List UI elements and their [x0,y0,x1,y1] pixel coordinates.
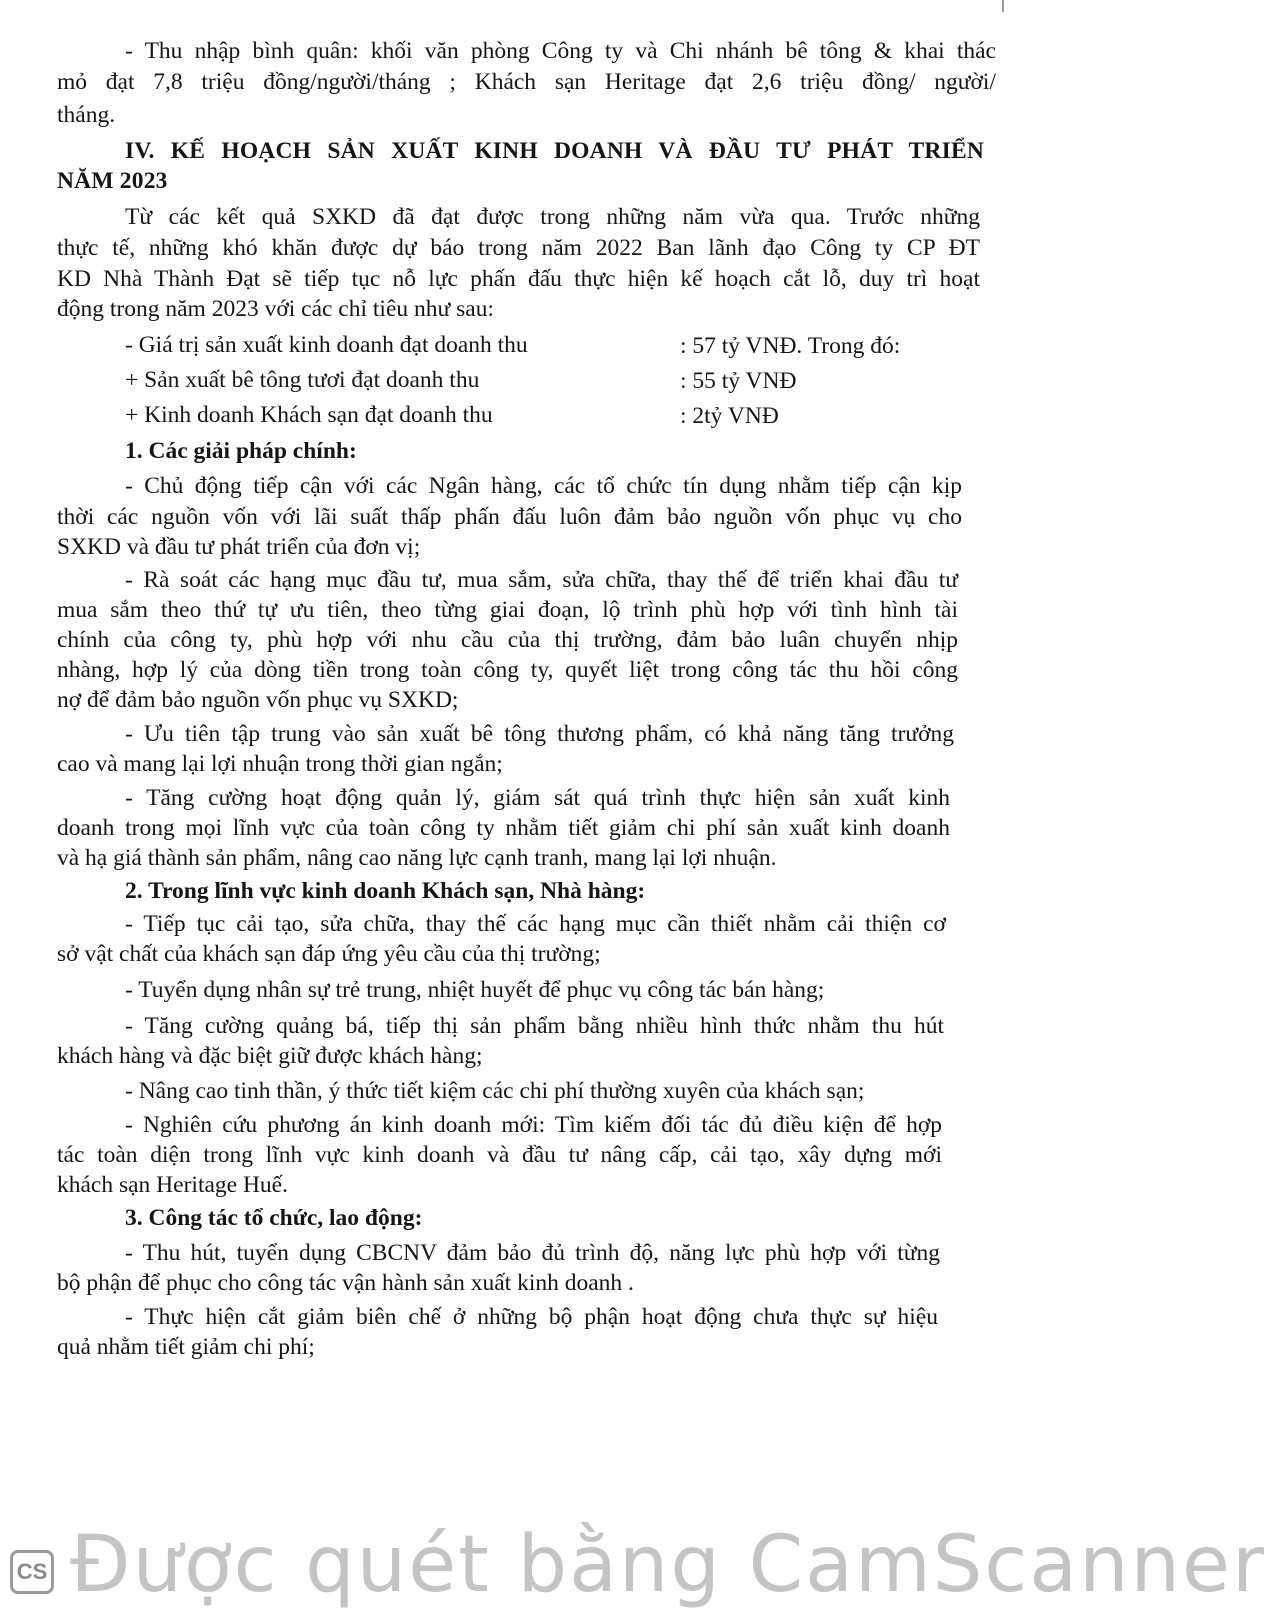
solution-1-line-3: SXKD và đầu tư phát triển của đơn vị; [57,534,421,560]
subheading-main-solutions: 1. Các giải pháp chính: [125,438,357,464]
hotel-5-line-3: khách sạn Heritage Huế. [57,1172,288,1198]
solution-2-line-1: - Rà soát các hạng mục đầu tư, mua sắm, sửa chữa, thay thế để triển khai đầu tư [125,567,958,593]
subheading-organization-labor: 3. Công tác tổ chức, lao động: [125,1205,423,1231]
solution-1-line-2: thời các nguồn vốn với lãi suất thấp phấn đấu luôn đảm bảo nguồn vốn phục vụ cho [57,504,962,530]
labor-2-line-1: - Thực hiện cắt giảm biên chế ở những bộ phận hoạt động chưa thực sự hiệu [125,1304,938,1330]
camscanner-watermark-text: Được quét bằng CamScanner [70,1520,1266,1610]
intro-line-4: động trong năm 2023 với các chỉ tiêu như sau: [57,296,494,322]
hotel-5-line-1: - Nghiên cứu phương án kinh doanh mới: Tìm kiếm đối tác đủ điều kiện để hợp [125,1112,942,1138]
hotel-3-line-2: khách hàng và đặc biệt giữ được khách hàng; [57,1043,483,1069]
solution-2-line-4: nhàng, hợp lý của dòng tiền trong toàn công ty, quyết liệt trong công tác thu hồi công [57,657,958,683]
income-line-2: mỏ đạt 7,8 triệu đồng/người/tháng ; Khách sạn Heritage đạt 2,6 triệu đồng/ người/ [57,69,996,95]
solution-3-line-2: cao và mang lại lợi nhuận trong thời gian ngắn; [57,751,503,777]
scan-edge-mark [1002,0,1004,12]
target-label-revenue: - Giá trị sản xuất kinh doanh đạt doanh thu [125,332,528,358]
hotel-1-line-2: sở vật chất của khách sạn đáp ứng yêu cầu của thị trường; [57,941,601,967]
income-line-3: tháng. [57,102,116,128]
camscanner-logo-icon: CS [10,1550,54,1594]
target-value-revenue: : 57 tỷ VNĐ. Trong đó: [680,333,901,359]
target-label-hotel: + Kinh doanh Khách sạn đạt doanh thu [125,402,493,428]
solution-4-line-1: - Tăng cường hoạt động quản lý, giám sát quá trình thực hiện sản xuất kinh [125,785,950,811]
solution-2-line-3: chính của công ty, phù hợp với nhu cầu của thị trường, đảm bảo luân chuyển nhịp [57,627,958,653]
camscanner-watermark [0,1520,1266,1610]
hotel-3-line-1: - Tăng cường quảng bá, tiếp thị sản phẩm bằng nhiều hình thức nhằm thu hút [125,1013,944,1039]
labor-2-line-2: quả nhằm tiết giảm chi phí; [57,1334,315,1360]
section-heading-iv: IV. KẾ HOẠCH SẢN XUẤT KINH DOANH VÀ ĐẦU TƯ PHÁT TRIỂN [125,138,984,164]
income-line-1: - Thu nhập bình quân: khối văn phòng Công ty và Chi nhánh bê tông & khai thác [125,38,996,64]
target-value-hotel: : 2tỷ VNĐ [680,403,779,429]
solution-2-line-5: nợ để đảm bảo nguồn vốn phục vụ SXKD; [57,687,459,713]
hotel-1-line-1: - Tiếp tục cải tạo, sửa chữa, thay thế các hạng mục cần thiết nhằm cải thiện cơ [125,911,946,937]
intro-line-2: thực tế, những khó khăn được dự báo trong năm 2022 Ban lãnh đạo Công ty CP ĐT [57,235,980,261]
labor-1-line-1: - Thu hút, tuyển dụng CBCNV đảm bảo đủ trình độ, năng lực phù hợp với từng [125,1240,940,1266]
intro-line-3: KD Nhà Thành Đạt sẽ tiếp tục nỗ lực phấn đấu thực hiện kế hoạch cắt lỗ, duy trì hoạt [57,266,980,292]
solution-1-line-1: - Chủ động tiếp cận với các Ngân hàng, các tổ chức tín dụng nhằm tiếp cận kịp [125,473,962,499]
solution-2-line-2: mua sắm theo thứ tự ưu tiên, theo từng giai đoạn, lộ trình phù hợp với tình hình tài [57,597,958,623]
hotel-5-line-2: tác toàn diện trong lĩnh vực kinh doanh và đầu tư nâng cấp, cải tạo, xây dựng mới [57,1142,942,1168]
target-label-concrete: + Sản xuất bê tông tươi đạt doanh thu [125,367,480,393]
hotel-2-line-1: - Tuyển dụng nhân sự trẻ trung, nhiệt huyết để phục vụ công tác bán hàng; [125,977,825,1003]
solution-4-line-2: doanh trong mọi lĩnh vực của toàn công ty nhằm tiết giảm chi phí sản xuất kinh doanh [57,815,950,841]
section-heading-iv-year: NĂM 2023 [57,168,168,194]
hotel-4-line-1: - Nâng cao tinh thần, ý thức tiết kiệm các chi phí thường xuyên của khách sạn; [125,1078,865,1104]
labor-1-line-2: bộ phận để phục cho công tác vận hành sản xuất kinh doanh . [57,1270,634,1296]
target-value-concrete: : 55 tỷ VNĐ [680,368,797,394]
intro-line-1: Từ các kết quả SXKD đã đạt được trong những năm vừa qua. Trước những [125,204,980,230]
solution-3-line-1: - Ưu tiên tập trung vào sản xuất bê tông thương phẩm, có khả năng tăng trưởng [125,721,954,747]
subheading-hotel-restaurant: 2. Trong lĩnh vực kinh doanh Khách sạn, Nhà hàng: [125,878,646,904]
solution-4-line-3: và hạ giá thành sản phẩm, nâng cao năng lực cạnh tranh, mang lại lợi nhuận. [57,845,777,871]
